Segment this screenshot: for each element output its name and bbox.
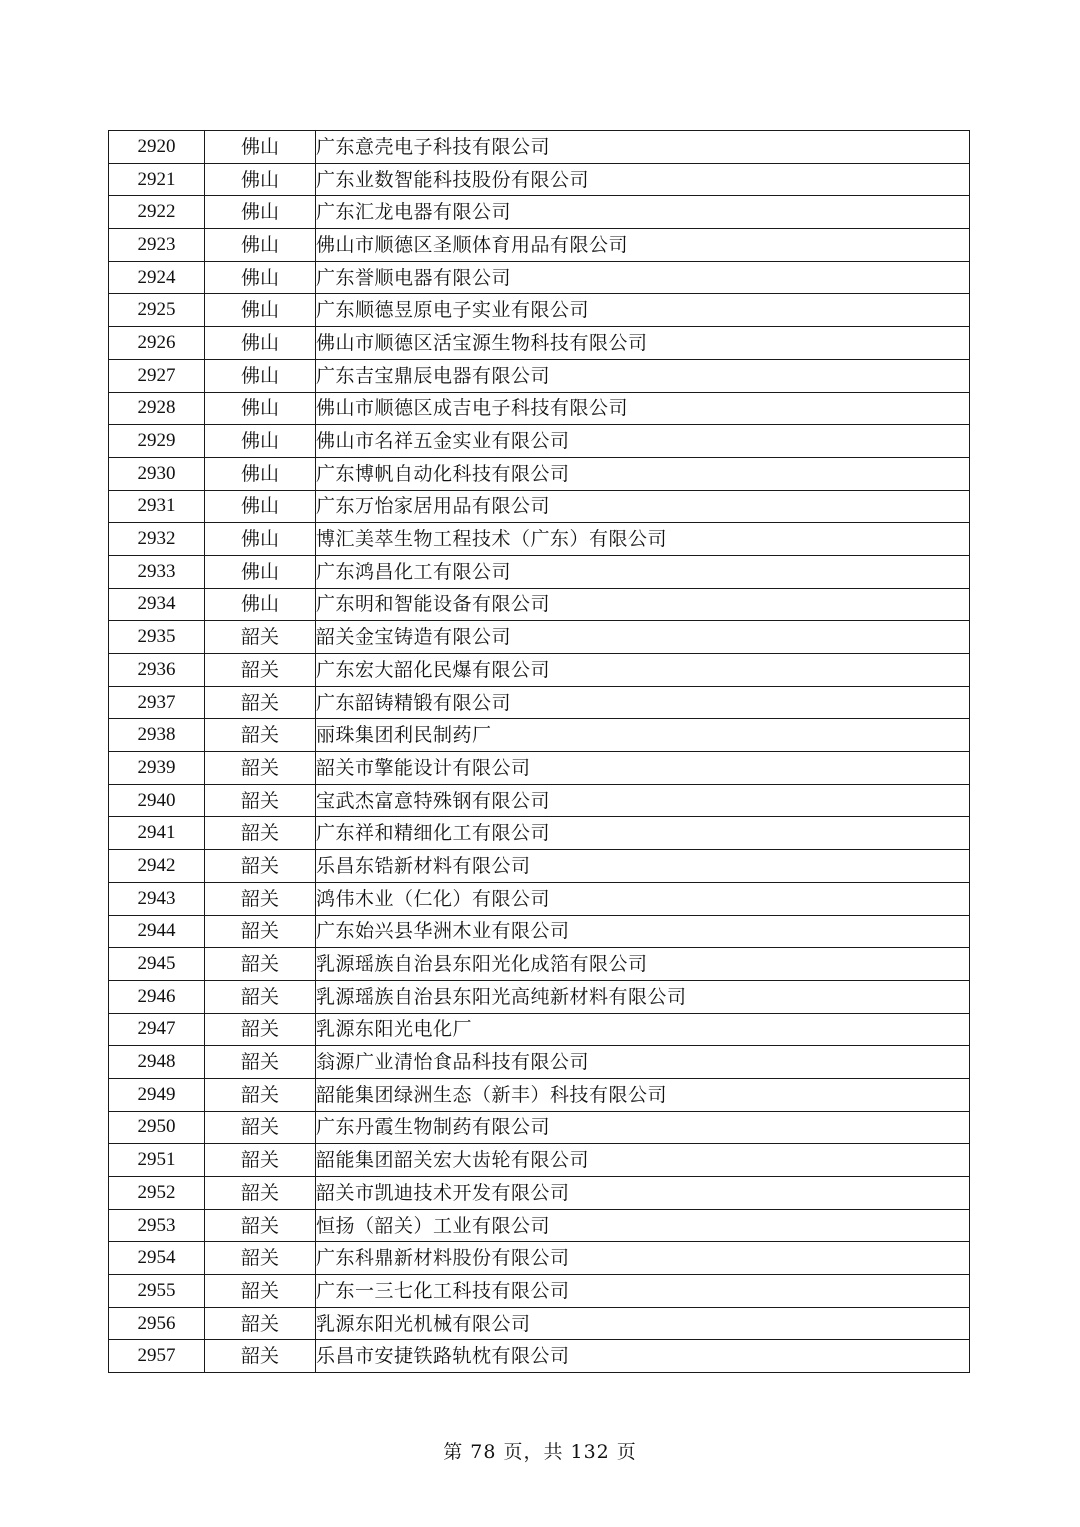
company-name-cell: 博汇美萃生物工程技术（广东）有限公司 (316, 523, 970, 556)
company-name-cell: 恒扬（韶关）工业有限公司 (316, 1209, 970, 1242)
row-number-cell: 2943 (109, 882, 205, 915)
city-cell: 佛山 (205, 229, 316, 262)
city-cell: 韶关 (205, 1340, 316, 1373)
row-number-cell: 2946 (109, 980, 205, 1013)
row-number-cell: 2923 (109, 229, 205, 262)
page-footer: 第 78 页，共 132 页 (443, 1441, 637, 1463)
row-number-cell: 2932 (109, 523, 205, 556)
company-name-cell: 广东誉顺电器有限公司 (316, 261, 970, 294)
city-cell: 韶关 (205, 784, 316, 817)
company-name-cell: 韶关市擎能设计有限公司 (316, 752, 970, 785)
table-row (109, 425, 970, 458)
table-row (109, 1177, 970, 1210)
city-cell: 韶关 (205, 654, 316, 687)
city-cell: 佛山 (205, 131, 316, 164)
company-name-cell: 广东万怡家居用品有限公司 (316, 490, 970, 523)
city-cell: 韶关 (205, 1275, 316, 1308)
row-number-cell: 2948 (109, 1046, 205, 1079)
city-cell: 韶关 (205, 1013, 316, 1046)
table-row (109, 719, 970, 752)
city-cell: 韶关 (205, 1242, 316, 1275)
city-cell: 佛山 (205, 490, 316, 523)
table-row (109, 1111, 970, 1144)
row-number-cell: 2938 (109, 719, 205, 752)
company-name-cell: 韶能集团绿洲生态（新丰）科技有限公司 (316, 1078, 970, 1111)
city-cell: 佛山 (205, 294, 316, 327)
company-name-cell: 翁源广业清怡食品科技有限公司 (316, 1046, 970, 1079)
city-cell: 佛山 (205, 555, 316, 588)
company-name-cell: 乳源瑶族自治县东阳光高纯新材料有限公司 (316, 980, 970, 1013)
table-row (109, 555, 970, 588)
city-cell: 佛山 (205, 327, 316, 360)
city-cell: 韶关 (205, 1078, 316, 1111)
table-row (109, 327, 970, 360)
row-number-cell: 2921 (109, 163, 205, 196)
company-name-cell: 广东鸿昌化工有限公司 (316, 555, 970, 588)
company-name-cell: 广东宏大韶化民爆有限公司 (316, 654, 970, 687)
company-name-cell: 韶关金宝铸造有限公司 (316, 621, 970, 654)
row-number-cell: 2950 (109, 1111, 205, 1144)
city-cell: 佛山 (205, 392, 316, 425)
table-row (109, 752, 970, 785)
row-number-cell: 2951 (109, 1144, 205, 1177)
row-number-cell: 2945 (109, 948, 205, 981)
table-row (109, 948, 970, 981)
city-cell: 韶关 (205, 719, 316, 752)
row-number-cell: 2934 (109, 588, 205, 621)
table-row (109, 654, 970, 687)
row-number-cell: 2952 (109, 1177, 205, 1210)
company-name-cell: 广东丹霞生物制药有限公司 (316, 1111, 970, 1144)
company-name-cell: 广东业数智能科技股份有限公司 (316, 163, 970, 196)
city-cell: 韶关 (205, 752, 316, 785)
company-name-cell: 宝武杰富意特殊钢有限公司 (316, 784, 970, 817)
table-row (109, 163, 970, 196)
row-number-cell: 2944 (109, 915, 205, 948)
table-row (109, 588, 970, 621)
table-row (109, 359, 970, 392)
row-number-cell: 2930 (109, 457, 205, 490)
city-cell: 韶关 (205, 621, 316, 654)
table-row (109, 1209, 970, 1242)
table-row (109, 457, 970, 490)
row-number-cell: 2940 (109, 784, 205, 817)
city-cell: 韶关 (205, 1177, 316, 1210)
table-row (109, 1275, 970, 1308)
row-number-cell: 2955 (109, 1275, 205, 1308)
company-name-cell: 广东韶铸精锻有限公司 (316, 686, 970, 719)
city-cell: 韶关 (205, 882, 316, 915)
company-name-cell: 广东吉宝鼎辰电器有限公司 (316, 359, 970, 392)
table-row (109, 229, 970, 262)
table-row (109, 261, 970, 294)
company-name-cell: 乳源东阳光电化厂 (316, 1013, 970, 1046)
table-row (109, 915, 970, 948)
city-cell: 佛山 (205, 163, 316, 196)
company-name-cell: 广东一三七化工科技有限公司 (316, 1275, 970, 1308)
row-number-cell: 2927 (109, 359, 205, 392)
row-number-cell: 2928 (109, 392, 205, 425)
table-row (109, 850, 970, 883)
row-number-cell: 2929 (109, 425, 205, 458)
row-number-cell: 2953 (109, 1209, 205, 1242)
row-number-cell: 2935 (109, 621, 205, 654)
city-cell: 佛山 (205, 588, 316, 621)
company-name-cell: 广东始兴县华洲木业有限公司 (316, 915, 970, 948)
table-row (109, 490, 970, 523)
city-cell: 韶关 (205, 915, 316, 948)
company-name-cell: 韶能集团韶关宏大齿轮有限公司 (316, 1144, 970, 1177)
row-number-cell: 2949 (109, 1078, 205, 1111)
company-list-table (108, 130, 970, 1373)
row-number-cell: 2939 (109, 752, 205, 785)
row-number-cell: 2931 (109, 490, 205, 523)
company-name-cell: 广东汇龙电器有限公司 (316, 196, 970, 229)
city-cell: 韶关 (205, 1307, 316, 1340)
company-name-cell: 广东明和智能设备有限公司 (316, 588, 970, 621)
table-row (109, 196, 970, 229)
city-cell: 佛山 (205, 523, 316, 556)
company-name-cell: 丽珠集团利民制药厂 (316, 719, 970, 752)
city-cell: 韶关 (205, 1111, 316, 1144)
row-number-cell: 2922 (109, 196, 205, 229)
city-cell: 佛山 (205, 457, 316, 490)
table-row (109, 882, 970, 915)
table-row (109, 1340, 970, 1373)
company-name-cell: 佛山市顺德区活宝源生物科技有限公司 (316, 327, 970, 360)
row-number-cell: 2941 (109, 817, 205, 850)
city-cell: 佛山 (205, 425, 316, 458)
table-row (109, 980, 970, 1013)
table-row (109, 392, 970, 425)
table-row (109, 784, 970, 817)
table-row (109, 1013, 970, 1046)
company-name-cell: 广东祥和精细化工有限公司 (316, 817, 970, 850)
table-row (109, 1144, 970, 1177)
table-row (109, 817, 970, 850)
city-cell: 佛山 (205, 359, 316, 392)
table-row (109, 1242, 970, 1275)
company-name-cell: 广东博帆自动化科技有限公司 (316, 457, 970, 490)
company-name-cell: 广东顺德昱原电子实业有限公司 (316, 294, 970, 327)
row-number-cell: 2926 (109, 327, 205, 360)
city-cell: 韶关 (205, 1209, 316, 1242)
city-cell: 韶关 (205, 850, 316, 883)
row-number-cell: 2942 (109, 850, 205, 883)
table-row (109, 1078, 970, 1111)
row-number-cell: 2925 (109, 294, 205, 327)
table-row (109, 294, 970, 327)
company-name-cell: 佛山市名祥五金实业有限公司 (316, 425, 970, 458)
table-row (109, 686, 970, 719)
row-number-cell: 2954 (109, 1242, 205, 1275)
table-row (109, 1307, 970, 1340)
city-cell: 韶关 (205, 686, 316, 719)
city-cell: 韶关 (205, 817, 316, 850)
company-name-cell: 佛山市顺德区圣顺体育用品有限公司 (316, 229, 970, 262)
table-row (109, 131, 970, 164)
city-cell: 韶关 (205, 1144, 316, 1177)
company-name-cell: 广东意壳电子科技有限公司 (316, 131, 970, 164)
table-row (109, 1046, 970, 1079)
company-name-cell: 乐昌市安捷铁路轨枕有限公司 (316, 1340, 970, 1373)
row-number-cell: 2933 (109, 555, 205, 588)
company-name-cell: 乳源瑶族自治县东阳光化成箔有限公司 (316, 948, 970, 981)
row-number-cell: 2937 (109, 686, 205, 719)
city-cell: 佛山 (205, 196, 316, 229)
row-number-cell: 2956 (109, 1307, 205, 1340)
city-cell: 佛山 (205, 261, 316, 294)
city-cell: 韶关 (205, 1046, 316, 1079)
row-number-cell: 2936 (109, 654, 205, 687)
table-row (109, 523, 970, 556)
row-number-cell: 2924 (109, 261, 205, 294)
table-row (109, 621, 970, 654)
company-name-cell: 鸿伟木业（仁化）有限公司 (316, 882, 970, 915)
row-number-cell: 2920 (109, 131, 205, 164)
table-body (109, 131, 970, 1373)
company-name-cell: 佛山市顺德区成吉电子科技有限公司 (316, 392, 970, 425)
city-cell: 韶关 (205, 948, 316, 981)
company-name-cell: 广东科鼎新材料股份有限公司 (316, 1242, 970, 1275)
company-name-cell: 乳源东阳光机械有限公司 (316, 1307, 970, 1340)
row-number-cell: 2947 (109, 1013, 205, 1046)
city-cell: 韶关 (205, 980, 316, 1013)
row-number-cell: 2957 (109, 1340, 205, 1373)
company-name-cell: 韶关市凯迪技术开发有限公司 (316, 1177, 970, 1210)
company-name-cell: 乐昌东锆新材料有限公司 (316, 850, 970, 883)
